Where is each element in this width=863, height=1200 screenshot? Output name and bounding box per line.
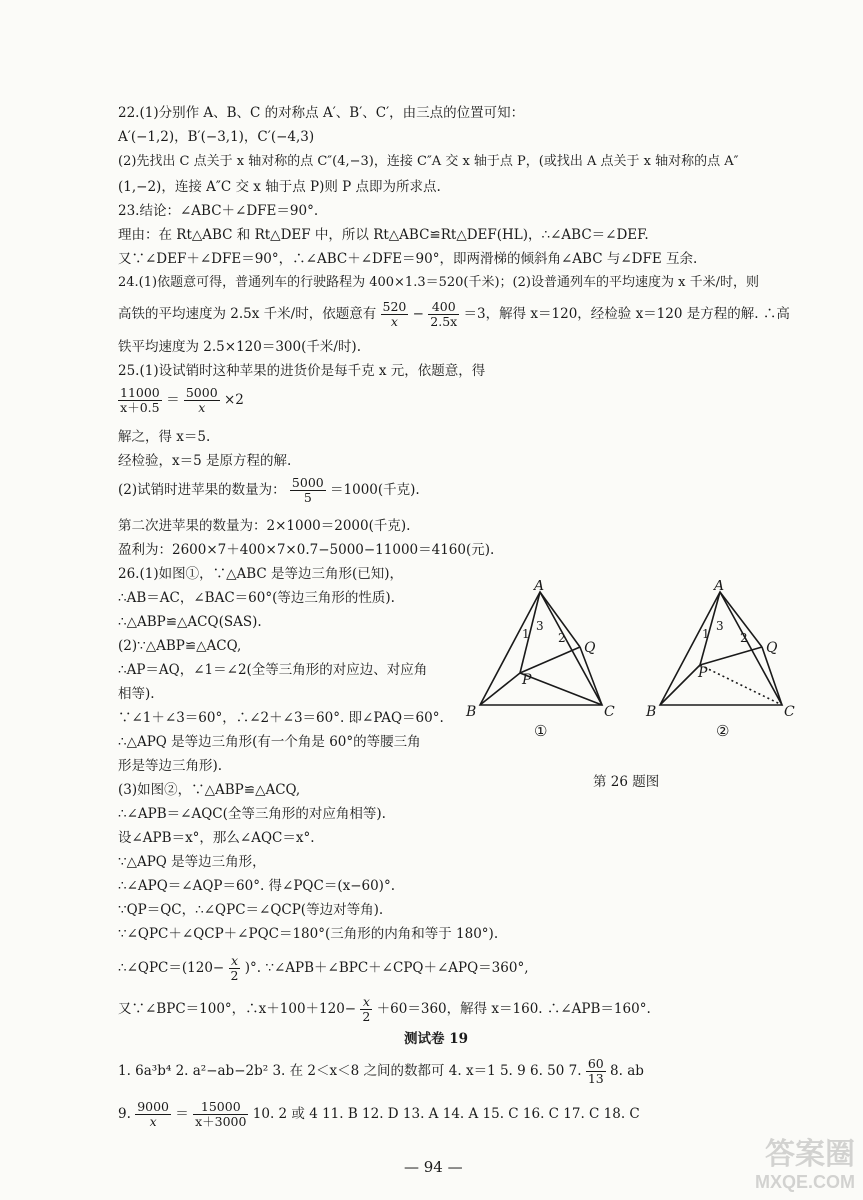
q22-line-4: (1,−2)，连接 A″C 交 x 轴于点 P)则 P 点即为所求点. xyxy=(118,179,441,195)
watermark-line-2: MXQE.COM xyxy=(754,1172,855,1192)
q25-equation xyxy=(118,386,244,415)
numerator: x xyxy=(229,954,241,969)
q26-line-17a: ∴∠QPC＝(120− xyxy=(118,960,225,976)
q22-line-1: 22.(1)分别作 A、B、C 的对称点 A′、B′、C′，由三点的位置可知： xyxy=(118,105,525,121)
times-two: ×2 xyxy=(223,392,244,408)
q25-line-7: 盈利为：2600×7＋400×7×0.7−5000−11000＝4160(元). xyxy=(118,542,495,558)
denominator: x xyxy=(390,314,398,329)
page-number: — 94 — xyxy=(404,1158,463,1176)
angle-label-2: 2 xyxy=(740,631,748,645)
figure-2-label: ② xyxy=(716,722,730,740)
q26-line-5: ∴AP＝AQ，∠1＝∠2(全等三角形的对应边、对应角 xyxy=(118,662,428,678)
q24-line-3: 铁平均速度为 2.5×120＝300(千米/时). xyxy=(118,339,361,355)
segment-bp xyxy=(660,665,700,705)
q25-line-5b: ＝1000(千克). xyxy=(330,482,420,498)
q26-line-18 xyxy=(118,995,651,1024)
q26-line-3: ∴△ABP≌△ACQ(SAS). xyxy=(118,614,262,630)
minus-sign: − xyxy=(412,306,424,322)
label-p: P xyxy=(698,665,708,681)
triangle-abc xyxy=(660,592,782,705)
segment-bp xyxy=(480,673,520,705)
label-q: Q xyxy=(584,640,596,656)
segment-pq xyxy=(700,647,762,665)
q24-fraction-2 xyxy=(428,300,459,329)
q25-line-6: 第二次进苹果的数量为：2×1000＝2000(千克). xyxy=(118,518,411,534)
q24-line-2a: 高铁的平均速度为 2.5x 千米/时，依题意有 xyxy=(118,306,377,322)
equals-sign: ＝ xyxy=(166,392,180,408)
numerator: 5000 xyxy=(185,385,218,400)
angle-label-3: 3 xyxy=(536,619,544,633)
angle-label-1: 1 xyxy=(702,627,710,641)
label-b: B xyxy=(466,704,477,720)
numerator: 5000 xyxy=(291,475,324,490)
numerator: 400 xyxy=(428,300,459,315)
q26-line-12: 设∠APB＝x°，那么∠AQC＝x°. xyxy=(118,830,315,846)
q26-line-14: ∴∠APQ＝∠AQP＝60°. 得∠PQC＝(x−60)°. xyxy=(118,878,395,894)
q26-line-18b: ＋60＝360，解得 x＝160. ∴∠APB＝160°. xyxy=(376,1001,651,1017)
denominator: 5 xyxy=(303,490,312,505)
label-b: B xyxy=(646,704,657,720)
numerator: 9000 xyxy=(137,1099,169,1114)
q26-line-17 xyxy=(118,954,529,983)
answer-8: 8. ab xyxy=(610,1063,644,1079)
q26-line-4: (2)∵△ABP≌△ACQ, xyxy=(118,638,242,654)
answers-1-7: 1. 6a³b⁴ 2. a²−ab−2b² 3. 在 2＜x＜8 之间的数都可 4. x＝1 5. 9 6. 50 7. xyxy=(118,1063,582,1079)
answer-9-fraction-1 xyxy=(135,1100,171,1129)
q26-line-17b: )°. ∵∠APB＋∠BPC＋∠CPQ＋∠APQ＝360°, xyxy=(244,960,529,976)
watermark-line-1: 答案圈 xyxy=(765,1137,855,1172)
q25-line-5 xyxy=(118,476,420,505)
numerator: 60 xyxy=(587,1056,604,1071)
denominator: 13 xyxy=(587,1071,604,1086)
numerator: 520 xyxy=(382,299,407,314)
q23-line-1: 23.结论：∠ABC＋∠DFE＝90°. xyxy=(118,203,319,219)
denominator: x＋0.5 xyxy=(120,400,160,415)
numerator: 11000 xyxy=(120,385,160,400)
denominator: x xyxy=(149,1114,157,1129)
q26-line-7: ∵∠1＋∠3＝60°，∴∠2＋∠3＝60°. 即∠PAQ＝60°. xyxy=(118,710,444,726)
q26-line-15: ∵QP＝QC，∴∠QPC＝∠QCP(等边对等角). xyxy=(118,902,384,918)
figure-1-label: ① xyxy=(534,722,548,740)
test-answers-row-1 xyxy=(118,1057,644,1086)
q25-fraction-2 xyxy=(184,386,220,415)
denominator: 2 xyxy=(230,968,239,983)
answer-9-fraction-2 xyxy=(193,1100,248,1129)
q26-line-10: (3)如图②，∵△ABP≌△ACQ, xyxy=(118,782,301,798)
label-a: A xyxy=(714,580,725,594)
x-over-2-fraction xyxy=(229,954,241,983)
answers-10-18: 10. 2 或 4 11. B 12. D 13. A 14. A 15. C 16. C 17. C 18. C xyxy=(252,1106,640,1122)
q25-fraction-3 xyxy=(290,476,326,505)
q24-line-2 xyxy=(118,300,790,329)
q26-line-11: ∴∠APB＝∠AQC(全等三角形的对应角相等). xyxy=(118,806,386,822)
segment-pq xyxy=(520,647,580,673)
angle-label-3: 3 xyxy=(716,619,724,633)
q25-line-5a: (2)试销时进苹果的数量为： xyxy=(118,482,286,498)
numerator: 15000 xyxy=(193,1100,248,1115)
answer-9-label: 9. xyxy=(118,1106,131,1122)
q26-line-8: ∴△APQ 是等边三角形(有一个角是 60°的等腰三角 xyxy=(118,734,421,750)
test-title: 测试卷 19 xyxy=(404,1031,468,1047)
q24-line-2b: ＝3，解得 x＝120，经检验 x＝120 是方程的解. ∴高 xyxy=(463,306,790,322)
label-q: Q xyxy=(766,640,778,656)
q26-line-1: 26.(1)如图①，∵△ABC 是等边三角形(已知)， xyxy=(118,566,404,582)
q25-fraction-1 xyxy=(118,386,162,415)
watermark-logo xyxy=(725,1138,855,1194)
denominator: 2.5x xyxy=(430,314,458,329)
denominator: 2 xyxy=(362,1009,371,1024)
q25-line-3: 解之，得 x＝5. xyxy=(118,429,211,445)
q22-line-3: (2)先找出 C 点关于 x 轴对称的点 C″(4,−3)，连接 C″A 交 x 轴于点 P，(或找出 A 点关于 x 轴对称的点 A″ xyxy=(118,154,739,169)
label-a: A xyxy=(534,580,545,594)
q23-line-3: 又∵∠DEF＋∠DFE＝90°，∴∠ABC＋∠DFE＝90°，即两滑梯的倾斜角∠ABC 与∠DFE 互余. xyxy=(118,251,698,267)
figure-2 xyxy=(660,592,782,705)
q24-fraction-1 xyxy=(381,300,409,329)
q25-line-4: 经检验，x＝5 是原方程的解. xyxy=(118,453,292,469)
q26-line-18a: 又∵∠BPC＝100°，∴x＋100＋120− xyxy=(118,1001,357,1017)
label-c: C xyxy=(604,704,615,720)
label-p: P xyxy=(522,672,532,688)
figure-caption: 第 26 题图 xyxy=(593,774,660,790)
equals-sign: ＝ xyxy=(175,1106,189,1122)
q26-line-16: ∵∠QPC＋∠QCP＋∠PQC＝180°(三角形的内角和等于 180°). xyxy=(118,926,499,942)
q26-line-2: ∴AB＝AC，∠BAC＝60°(等边三角形的性质). xyxy=(118,590,395,606)
q22-line-2: A′(−1,2)，B′(−3,1)，C′(−4,3) xyxy=(118,129,315,145)
numerator: x xyxy=(360,995,372,1010)
angle-label-1: 1 xyxy=(522,627,530,641)
q26-line-6: 相等). xyxy=(118,686,155,702)
q23-line-2: 理由：在 Rt△ABC 和 Rt△DEF 中，所以 Rt△ABC≌Rt△DEF(HL)，∴∠ABC＝∠DEF. xyxy=(118,227,649,243)
segment-pc xyxy=(520,673,602,705)
q26-line-9: 形是等边三角形). xyxy=(118,758,223,774)
angle-label-2: 2 xyxy=(558,631,566,645)
figure-26 xyxy=(460,580,800,750)
denominator: x xyxy=(198,400,206,415)
answer-7-fraction xyxy=(586,1057,606,1086)
test-answers-row-2 xyxy=(118,1100,640,1129)
x-over-2-fraction xyxy=(360,995,372,1024)
denominator: x＋3000 xyxy=(195,1114,247,1129)
q24-line-1: 24.(1)依题意可得，普通列车的行驶路程为 400×1.3＝520(千米)；(2)设普通列车的平均速度为 x 千米/时，则 xyxy=(118,275,759,290)
q25-line-1: 25.(1)设试销时这种苹果的进货价是每千克 x 元，依题意，得 xyxy=(118,363,486,379)
q26-line-13: ∵△APQ 是等边三角形， xyxy=(118,854,266,870)
label-c: C xyxy=(784,704,795,720)
